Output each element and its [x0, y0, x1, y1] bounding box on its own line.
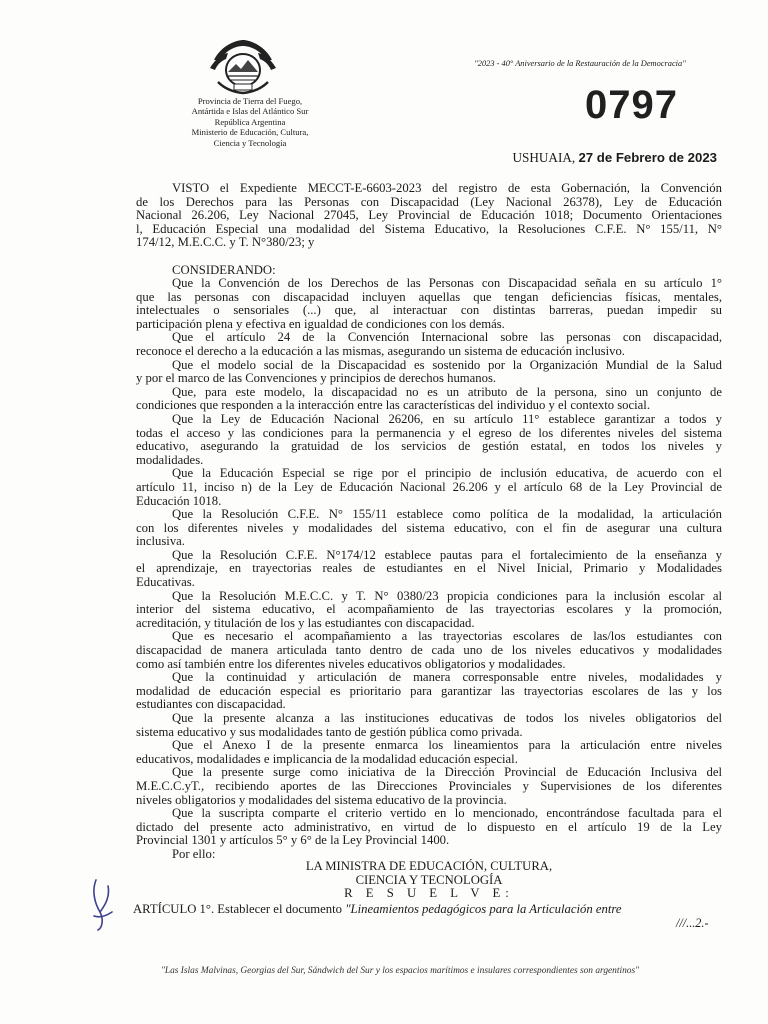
- considerando-label: CONSIDERANDO:: [172, 263, 276, 277]
- considerando-paragraph: [136, 630, 722, 671]
- considerando-paragraph: [136, 671, 722, 712]
- considerando-line: modalidades.: [136, 452, 204, 467]
- anniversary-motto: "2023 - 40° Aniversario de la Restauración de la Democracia": [474, 59, 686, 68]
- visto-line: l, Educación Especial una modalidad del Sistema Educativo, la Resoluciones C.F.E. N° 155/11, N°: [136, 221, 722, 236]
- articulo-document-title: "Lineamientos pedagógicos para la Articulación entre: [345, 902, 622, 916]
- considerando-line: Que la Educación Especial se rige por el principio de inclusión educativa, de acuerdo con el: [172, 466, 722, 481]
- considerando-line: Educación 1018.: [136, 493, 222, 508]
- considerando-line: Que el Anexo I de la presente enmarca los lineamientos para la articulación entre niveles: [172, 738, 722, 753]
- considerando-paragraph: [136, 277, 722, 331]
- institution-line: Ministerio de Educación, Cultura,: [191, 127, 309, 138]
- articulo-1: [133, 902, 622, 917]
- considerando-line: Que la suscripta comparte el criterio vertido en lo mencionado, encontrándose facultada para el: [172, 806, 722, 821]
- considerando-line: participación plena y efectiva en igualdad de condiciones con los demás.: [136, 316, 505, 331]
- page-continuation-mark: ///...2.-: [676, 916, 709, 930]
- handwritten-initial-mark: [88, 876, 118, 932]
- resolution-number: 0797: [585, 83, 678, 127]
- place-and-date: [430, 150, 717, 166]
- considerando-paragraph: [136, 331, 722, 358]
- considerando-paragraph: [136, 386, 722, 413]
- considerando-line: como así también entre los diferentes niveles educativos obligatorios y modalidades.: [136, 656, 566, 671]
- resuelve-heading: R E S U E L V E:: [344, 886, 514, 901]
- considerando-line: educativos, modalidades e implicancia de la modalidad educación especial.: [136, 751, 518, 766]
- considerando-paragraph: [136, 590, 722, 631]
- signatory-block: [136, 860, 722, 901]
- considerando-paragraph: [136, 508, 722, 549]
- considerando-line: Que la Resolución C.F.E. N° 155/11 establece como política de la modalidad, la articulación: [172, 507, 722, 522]
- considerando-line: Que el modelo social de la Discapacidad es sostenido por la Organización Mundial de la Salud: [172, 357, 722, 372]
- considerando-line: estudiantes con discapacidad.: [136, 697, 286, 712]
- considerando-line: niveles obligatorios y modalidades del sistema educativo de la provincia.: [136, 792, 507, 807]
- visto-paragraph: [136, 182, 722, 250]
- considerando-line: inclusiva.: [136, 534, 185, 549]
- city: USHUAIA,: [512, 150, 576, 165]
- visto-line: 174/12, M.E.C.C. y T. N°380/23; y: [136, 235, 315, 250]
- considerando-line: intelectuales o sensoriales (...) que, al interactuar con distintas barreras, puedan impedir su: [136, 303, 722, 318]
- considerando-paragraph: [136, 413, 722, 467]
- por-ello-label: Por ello:: [172, 847, 216, 861]
- considerando-paragraph: [136, 359, 722, 386]
- considerando-line: reconoce el derecho a la educación a las mismas, asegurando un sistema de educación inclusivo.: [136, 343, 625, 358]
- considerando-line: acreditación, y titulación de los y las estudiantes con discapacidad.: [136, 615, 475, 630]
- considerando-line: Que el artículo 24 de la Convención Internacional sobre las personas con discapacidad,: [172, 330, 722, 345]
- considerando-line: Que, para este modelo, la discapacidad no es un atributo de la persona, sino un conjunto de: [172, 384, 722, 399]
- institution-line: Antártida e Islas del Atlántico Sur: [191, 106, 309, 117]
- considerando-line: Que la Resolución M.E.C.C. y T. N° 0380/23 propicia condiciones para la inclusión escolar al: [172, 588, 722, 603]
- articulo-label: ARTÍCULO 1°. Establecer el documento: [133, 902, 343, 916]
- institution-line: República Argentina: [214, 116, 286, 127]
- considerando-line: M.E.C.C.yT., recibiendo aportes de las Direcciones Provinciales y Supervisiones de los diferentes: [136, 778, 722, 793]
- considerando-line: Que la presente alcanza a las instituciones educativas de todos los niveles obligatorios del: [172, 711, 722, 725]
- considerando-line: Educativas.: [136, 575, 195, 590]
- considerando-line: artículo 11, inciso n) de la Ley de Educación Nacional 26.206 y el artículo 68 de la Ley Provincial de: [136, 479, 722, 494]
- considerando-line: interior del sistema educativo, el acompañamiento de las trayectorias escolares y la promoción,: [136, 602, 722, 617]
- considerando-paragraph: [136, 766, 722, 807]
- considerando-line: y por el marco de las Convenciones y principios de derechos humanos.: [136, 371, 497, 386]
- considerando-line: condiciones que responden a la interacción entre las características del individuo y el contexto social.: [136, 398, 650, 413]
- considerando-line: dictado del presente acto administrativo, en virtud de lo dispuesto en el artículo 19 de la Ley: [136, 819, 722, 834]
- visto-line: VISTO el Expediente MECCT-E-6603-2023 del registro de esta Gobernación, la Convención: [172, 181, 722, 195]
- provincial-seal-icon: [208, 38, 278, 96]
- considerando-line: sistema educativo y sus modalidades tanto de gestión pública como privada.: [136, 724, 523, 739]
- considerando-line: todas el acceso y las condiciones para la permanencia y el egreso de los diferentes niveles del sistema: [136, 425, 722, 440]
- considerando-paragraph: [136, 712, 722, 739]
- considerando-line: que las personas con discapacidad incluyen aquellas que tengan deficiencias físicas, mentales,: [136, 289, 722, 304]
- considerando-paragraph: [136, 467, 722, 508]
- visto-line: Nacional 26.206, Ley Nacional 27045, Ley Provincial de Educación 1018; Documento Orientaciones: [136, 208, 722, 223]
- considerando-line: Que la presente surge como iniciativa de la Dirección Provincial de Educación Inclusiva del: [172, 765, 722, 780]
- considerando-line: modalidad de educación especial es prioritario para garantizar las trayectorias escolares de las y los: [136, 683, 722, 698]
- considerando-paragraph: [136, 739, 722, 766]
- signatory-line: LA MINISTRA DE EDUCACIÓN, CULTURA,: [305, 859, 553, 873]
- considerando-section: [136, 277, 722, 848]
- considerando-line: Provincial 1301 y artículos 5° y 6° de la Ley Provincial 1400.: [136, 833, 450, 848]
- considerando-line: el aprendizaje, en trayectorias reales de estudiantes en el Nivel Inicial, Primario y Modalidades: [136, 561, 722, 576]
- date: 27 de Febrero de 2023: [578, 150, 717, 165]
- considerando-line: Que es necesario el acompañamiento a las trayectorias escolares de las/los estudiantes con: [172, 629, 722, 644]
- considerando-line: con los diferentes niveles y modalidades del sistema educativo, con el fin de asegurar una cultura: [136, 520, 722, 535]
- institution-line: Provincia de Tierra del Fuego,: [197, 96, 303, 106]
- institution-line: Ciencia y Tecnología: [213, 137, 287, 148]
- signatory-line: CIENCIA Y TECNOLOGÍA: [355, 872, 503, 887]
- considerando-line: Que la Convención de los Derechos de las Personas con Discapacidad señala en su artículo 1°: [172, 276, 722, 290]
- considerando-line: discapacidad de manera articulada tanto dentro de cada uno de los niveles educativos y modalidades: [136, 643, 722, 658]
- considerando-line: Que la Resolución C.F.E. N°174/12 establece pautas para el fortalecimiento de la enseñanza y: [172, 547, 722, 562]
- considerando-line: Que la continuidad y articulación de manera corresponsable entre niveles, modalidades y: [172, 670, 722, 685]
- considerando-paragraph: [136, 807, 722, 848]
- considerando-paragraph: [136, 549, 722, 590]
- malvinas-footer-motto: "Las Islas Malvinas, Georgias del Sur, Sándwich del Sur y los espacios marítimos e insulares correspondientes son argentinos": [160, 966, 640, 976]
- institution-header: [150, 96, 350, 148]
- visto-line: de los Derechos para las Personas con Discapacidad (Ley Nacional 26378), Ley de Educación: [136, 194, 722, 209]
- considerando-line: educativo, asegurando la gratuidad de los servicios de gestión estatal, en todos los niveles y: [136, 439, 722, 454]
- considerando-line: Que la Ley de Educación Nacional 26206, en su artículo 11° establece garantizar a todos y: [172, 411, 722, 426]
